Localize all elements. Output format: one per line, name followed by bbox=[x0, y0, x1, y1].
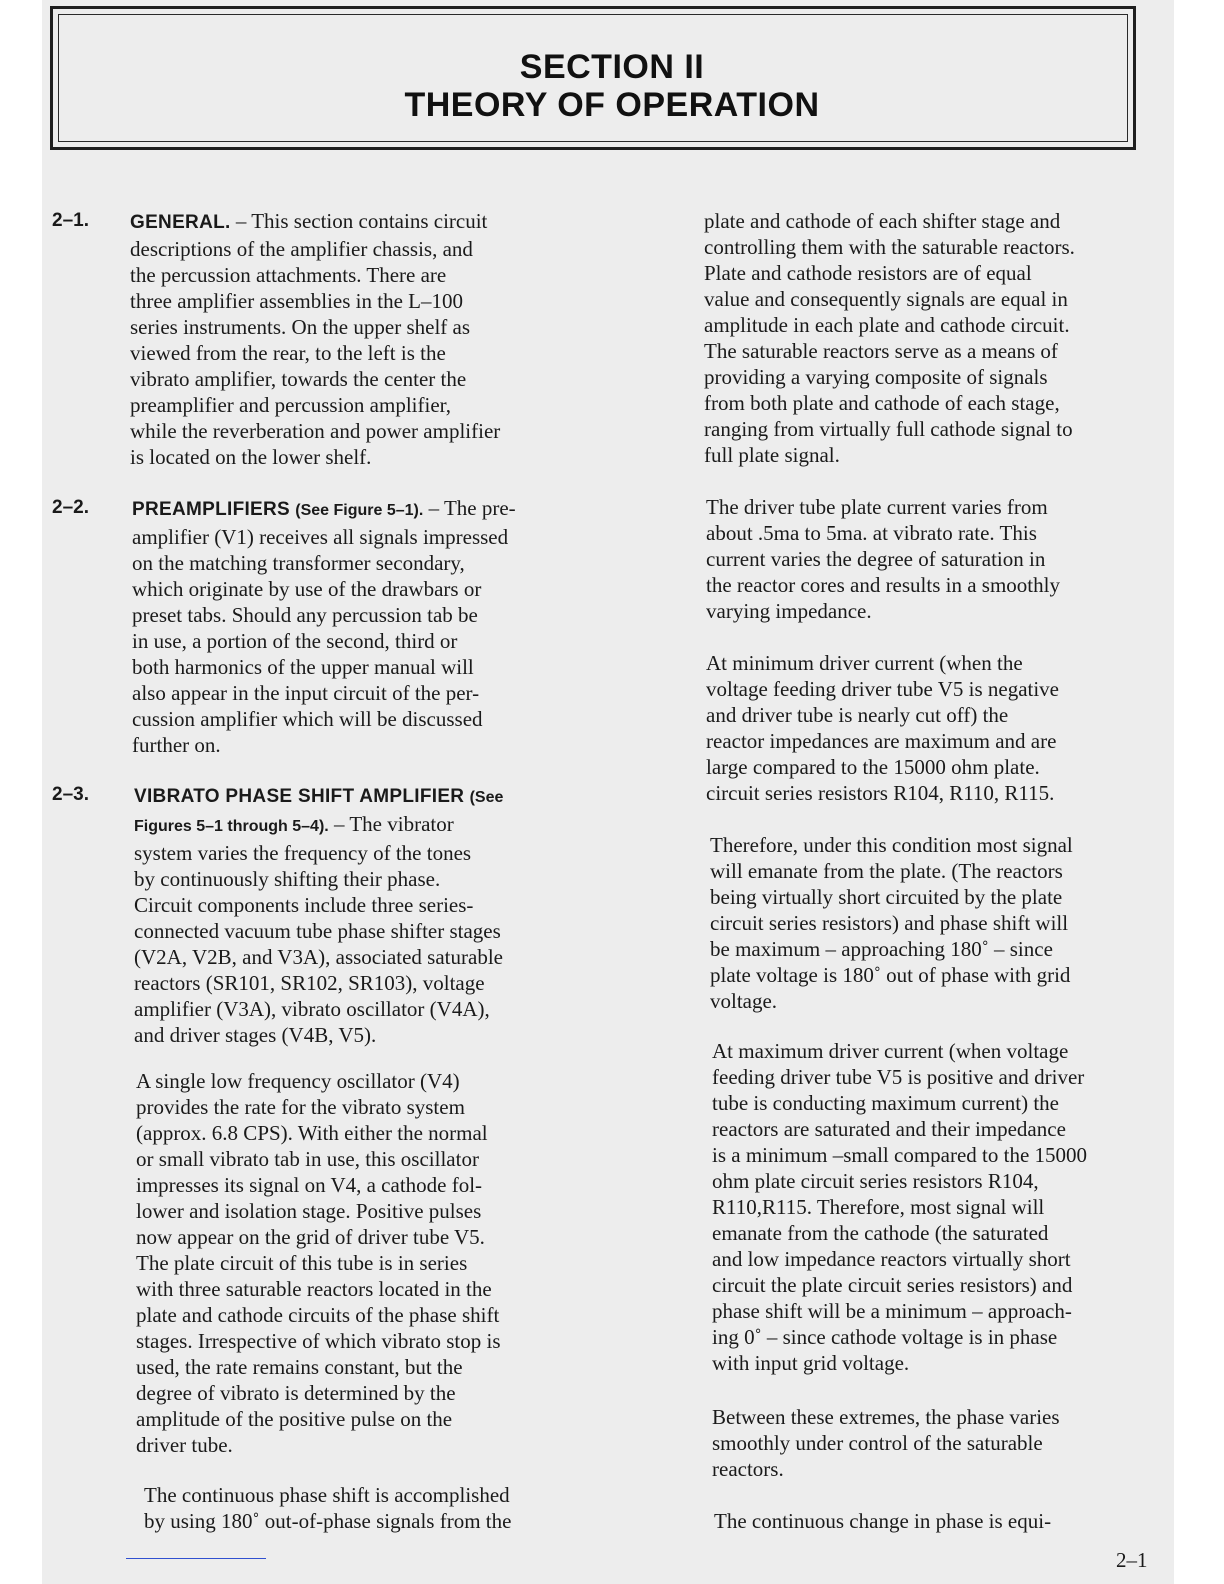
text-line: lower and isolation stage. Positive pulses bbox=[136, 1199, 482, 1223]
text-line: cussion amplifier which will be discussed bbox=[132, 707, 483, 731]
text-line: current varies the degree of saturation in bbox=[706, 547, 1046, 571]
text-line: preamplifier and percussion amplifier, bbox=[130, 393, 452, 417]
text-line: ing 0˚ – since cathode voltage is in phase bbox=[712, 1325, 1058, 1349]
text-line: series instruments. On the upper shelf as bbox=[130, 315, 471, 339]
text-line: tube is conducting maximum current) the bbox=[712, 1091, 1059, 1115]
text-line: reactors (SR101, SR102, SR103), voltage bbox=[134, 971, 485, 995]
paragraph-max-phase-shift bbox=[710, 832, 1073, 1014]
text-line: large compared to the 15000 ohm plate. bbox=[706, 755, 1040, 779]
text-line: with input grid voltage. bbox=[712, 1351, 910, 1375]
text-line: being virtually short circuited by the plate bbox=[710, 885, 1063, 909]
text-line: further on. bbox=[132, 733, 221, 757]
text-line: from both plate and cathode of each stage, bbox=[704, 391, 1060, 415]
text-line: providing a varying composite of signals bbox=[704, 365, 1048, 389]
text-line: varying impedance. bbox=[706, 599, 872, 623]
text-line: Plate and cathode resistors are of equal bbox=[704, 261, 1032, 285]
footer-rule bbox=[126, 1558, 266, 1559]
text-line: circuit series resistors R104, R110, R115. bbox=[706, 781, 1055, 805]
text-line: ranging from virtually full cathode signal to bbox=[704, 417, 1073, 441]
figure-reference: (See bbox=[469, 789, 504, 806]
text-line: reactors are saturated and their impedance bbox=[712, 1117, 1066, 1141]
text-line: voltage feeding driver tube V5 is negative bbox=[706, 677, 1060, 701]
paragraph-heading: GENERAL. bbox=[130, 212, 231, 233]
text-line: amplitude of the positive pulse on the bbox=[136, 1407, 453, 1431]
text-line: provides the rate for the vibrato system bbox=[136, 1095, 465, 1119]
text-line: The saturable reactors serve as a means of bbox=[704, 339, 1058, 363]
text-line: A single low frequency oscillator (V4) bbox=[136, 1069, 460, 1093]
text-line: The plate circuit of this tube is in series bbox=[136, 1251, 468, 1275]
paragraph-extremes bbox=[712, 1404, 1060, 1482]
text-line: plate and cathode of each shifter stage and bbox=[704, 209, 1061, 233]
text-line: full plate signal. bbox=[704, 443, 840, 467]
paragraph-general bbox=[130, 208, 500, 470]
paragraph-maximum-current bbox=[712, 1038, 1087, 1376]
text-line: the percussion attachments. There are bbox=[130, 263, 447, 287]
text-line: which originate by use of the drawbars or bbox=[132, 577, 482, 601]
text-line: (V2A, V2B, and V3A), associated saturable bbox=[134, 945, 503, 969]
text-line: R110,R115. Therefore, most signal will bbox=[712, 1195, 1045, 1219]
text-line: voltage. bbox=[710, 989, 778, 1013]
text-line: The driver tube plate current varies from bbox=[706, 495, 1048, 519]
text-line: amplifier (V3A), vibrato oscillator (V4A), bbox=[134, 997, 490, 1021]
text-line: emanate from the cathode (the saturated bbox=[712, 1221, 1049, 1245]
text-line: degree of vibrato is determined by the bbox=[136, 1381, 456, 1405]
paragraph-heading: VIBRATO PHASE SHIFT AMPLIFIER bbox=[134, 786, 465, 807]
text-line: also appear in the input circuit of the per- bbox=[132, 681, 480, 705]
text-line: viewed from the rear, to the left is the bbox=[130, 341, 446, 365]
text-line: plate and cathode circuits of the phase shift bbox=[136, 1303, 500, 1327]
text-line: At minimum driver current (when the bbox=[706, 651, 1023, 675]
paragraph-oscillator bbox=[136, 1068, 501, 1458]
text-line: now appear on the grid of driver tube V5. bbox=[136, 1225, 485, 1249]
paragraph-phase-shift bbox=[144, 1482, 511, 1534]
text-line: The continuous phase shift is accomplished bbox=[144, 1483, 510, 1507]
text-line: in use, a portion of the second, third or bbox=[132, 629, 458, 653]
section-title: THEORY OF OPERATION bbox=[404, 86, 820, 124]
text-line: Therefore, under this condition most signal bbox=[710, 833, 1073, 857]
text-line: be maximum – approaching 180˚ – since bbox=[710, 937, 1053, 961]
text-line: impresses its signal on V4, a cathode fol- bbox=[136, 1173, 483, 1197]
text-line: connected vacuum tube phase shifter stages bbox=[134, 919, 501, 943]
text-line: The continuous change in phase is equi- bbox=[714, 1509, 1052, 1533]
text-line: (approx. 6.8 CPS). With either the normal bbox=[136, 1121, 488, 1145]
text-line: by using 180˚ out-of-phase signals from the bbox=[144, 1509, 512, 1533]
text-line: – The pre- bbox=[423, 496, 516, 520]
text-line: plate voltage is 180˚ out of phase with grid bbox=[710, 963, 1071, 987]
text-line: circuit series resistors) and phase shift will bbox=[710, 911, 1069, 935]
paragraph-number: 2–3. bbox=[52, 784, 89, 805]
text-line: is located on the lower shelf. bbox=[130, 445, 372, 469]
text-line: – This section contains circuit bbox=[230, 209, 488, 233]
text-line: used, the rate remains constant, but the bbox=[136, 1355, 463, 1379]
text-line: phase shift will be a minimum – approach- bbox=[712, 1299, 1072, 1323]
text-line: amplifier (V1) receives all signals impressed bbox=[132, 525, 509, 549]
text-line: preset tabs. Should any percussion tab be bbox=[132, 603, 478, 627]
figure-reference: Figures 5–1 through 5–4). bbox=[134, 818, 329, 835]
text-line: amplitude in each plate and cathode circuit. bbox=[704, 313, 1070, 337]
text-line: is a minimum –small compared to the 15000 bbox=[712, 1143, 1088, 1167]
text-line: circuit the plate circuit series resistors) and bbox=[712, 1273, 1073, 1297]
text-line: smoothly under control of the saturable bbox=[712, 1431, 1043, 1455]
text-line: reactors. bbox=[712, 1457, 784, 1481]
paragraph-number: 2–1. bbox=[52, 210, 89, 231]
paragraph-minimum-current bbox=[706, 650, 1059, 806]
text-line: reactor impedances are maximum and are bbox=[706, 729, 1057, 753]
text-line: and driver stages (V4B, V5). bbox=[134, 1023, 377, 1047]
text-line: or small vibrato tab in use, this oscillator bbox=[136, 1147, 479, 1171]
text-line: the reactor cores and results in a smoothly bbox=[706, 573, 1060, 597]
text-line: both harmonics of the upper manual will bbox=[132, 655, 474, 679]
text-line: driver tube. bbox=[136, 1433, 233, 1457]
text-line: on the matching transformer secondary, bbox=[132, 551, 465, 575]
text-line: ohm plate circuit series resistors R104, bbox=[712, 1169, 1039, 1193]
text-line: Between these extremes, the phase varies bbox=[712, 1405, 1060, 1429]
text-line: will emanate from the plate. (The reactors bbox=[710, 859, 1063, 883]
page-number: 2–1 bbox=[1116, 1548, 1148, 1572]
paragraph-reactors bbox=[704, 208, 1075, 468]
paragraph-number: 2–2. bbox=[52, 497, 89, 518]
text-line: and low impedance reactors virtually short bbox=[712, 1247, 1071, 1271]
text-line: feeding driver tube V5 is positive and driver bbox=[712, 1065, 1085, 1089]
text-line: system varies the frequency of the tones bbox=[134, 841, 472, 865]
section-label: SECTION II bbox=[519, 48, 705, 86]
text-line: controlling them with the saturable reactors. bbox=[704, 235, 1075, 259]
text-line: At maximum driver current (when voltage bbox=[712, 1039, 1069, 1063]
text-line: value and consequently signals are equal in bbox=[704, 287, 1068, 311]
text-line: stages. Irrespective of which vibrato stop is bbox=[136, 1329, 501, 1353]
text-line: three amplifier assemblies in the L–100 bbox=[130, 289, 463, 313]
text-line: Circuit components include three series- bbox=[134, 893, 474, 917]
paragraph-driver-current bbox=[706, 494, 1060, 624]
paragraph-preamplifiers bbox=[132, 495, 516, 758]
paragraph-heading: PREAMPLIFIERS bbox=[132, 499, 291, 520]
text-line: by continuously shifting their phase. bbox=[134, 867, 441, 891]
text-line: with three saturable reactors located in the bbox=[136, 1277, 492, 1301]
paragraph-vibrato bbox=[134, 782, 503, 1048]
text-line: while the reverberation and power amplifier bbox=[130, 419, 501, 443]
text-line: descriptions of the amplifier chassis, and bbox=[130, 237, 473, 261]
text-line: vibrato amplifier, towards the center the bbox=[130, 367, 467, 391]
paragraph-continuous-change bbox=[714, 1508, 1051, 1534]
figure-reference: (See Figure 5–1). bbox=[295, 502, 424, 519]
text-line: – The vibrator bbox=[328, 812, 454, 836]
text-line: about .5ma to 5ma. at vibrato rate. This bbox=[706, 521, 1037, 545]
text-line: and driver tube is nearly cut off) the bbox=[706, 703, 1009, 727]
